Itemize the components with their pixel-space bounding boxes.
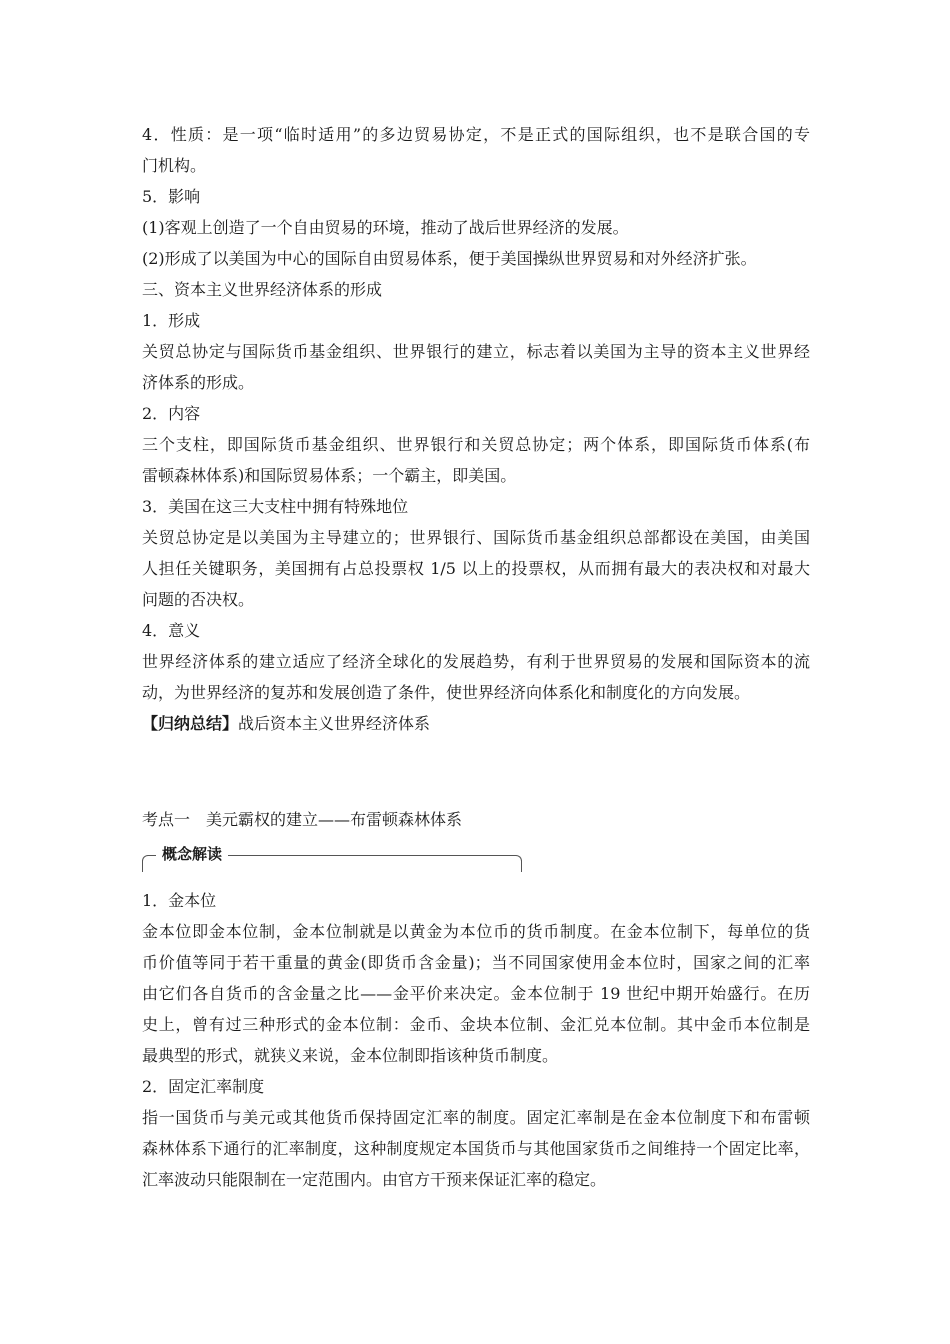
text-line: 三、资本主义世界经济体系的形成 [142,280,383,299]
text-line: 2．内容 [142,404,201,423]
text-line: 动，为世界经济的复苏和发展创造了条件，使世界经济向体系化和制度化的方向发展。 [142,683,751,702]
text-line: 汇率波动只能限制在一定范围内。由官方干预来保证汇率的稳定。 [142,1170,607,1189]
summary-heading [142,708,810,739]
text-line: 最典型的形式，就狭义来说，金本位制即指该种货币制度。 [142,1046,559,1065]
text-part-2 [142,885,810,1195]
text-line: 问题的否决权。 [142,590,255,609]
concept-box [142,845,522,871]
text-line: 4．性质：是一项“临时适用”的多边贸易协定，不是正式的国际组织，也不是联合国的专 [142,125,810,144]
text-line: 史上，曾有过三种形式的金本位制：金币、金块本位制、金汇兑本位制。其中金币本位制是 [142,1015,810,1034]
text-line: 由它们各自货币的含金量之比——金平价来决定。金本位制于 19 世纪中期开始盛行。在历 [142,984,810,1003]
text-line: 金本位即金本位制，金本位制就是以黄金为本位币的货币制度。在金本位制下，每单位的货 [142,922,810,941]
text-line: 1．形成 [142,311,201,330]
text-line: 币价值等同于若干重量的黄金(即货币含金量)；当不同国家使用金本位时，国家之间的汇率 [142,953,810,972]
text-line: 2．固定汇率制度 [142,1077,265,1096]
document-body [142,119,810,1195]
text-line: 关贸总协定是以美国为主导建立的；世界银行、国际货币基金组织总部都设在美国，由美国 [142,528,810,547]
text-line: 5．影响 [142,187,201,206]
section-title: 考点一 美元霸权的建立——布雷顿森林体系 [142,810,463,829]
text-line: 雷顿森林体系)和国际贸易体系；一个霸主，即美国。 [142,466,517,485]
text-line: 1．金本位 [142,891,217,910]
text-line: 森林体系下通行的汇率制度，这种制度规定本国货币与其他国家货币之间维持一个固定比率， [142,1139,810,1158]
summary-label: 【归纳总结】 [142,714,239,733]
text-line: (1)客观上创造了一个自由贸易的环境，推动了战后世界经济的发展。 [142,218,629,237]
text-line: 4．意义 [142,621,201,640]
text-line: (2)形成了以美国为中心的国际自由贸易体系，便于美国操纵世界贸易和对外经济扩张。 [142,249,757,268]
text-line: 济体系的形成。 [142,373,255,392]
text-line: 人担任关键职务，美国拥有占总投票权 1/5 以上的投票权，从而拥有最大的表决权和对最大 [142,559,810,578]
concept-box-title: 概念解读 [156,841,228,867]
summary-text: 战后资本主义世界经济体系 [238,714,431,733]
text-line: 指一国货币与美元或其他货币保持固定汇率的制度。固定汇率制是在金本位制度下和布雷顿 [142,1108,810,1127]
text-line: 关贸总协定与国际货币基金组织、世界银行的建立，标志着以美国为主导的资本主义世界经 [142,342,810,361]
text-line: 世界经济体系的建立适应了经济全球化的发展趋势，有利于世界贸易的发展和国际资本的流 [142,652,810,671]
text-line: 门机构。 [142,156,207,175]
text-part-1 [142,119,810,708]
text-line: 三个支柱，即国际货币基金组织、世界银行和关贸总协定；两个体系，即国际货币体系(布 [142,435,810,454]
text-line: 3．美国在这三大支柱中拥有特殊地位 [142,497,409,516]
